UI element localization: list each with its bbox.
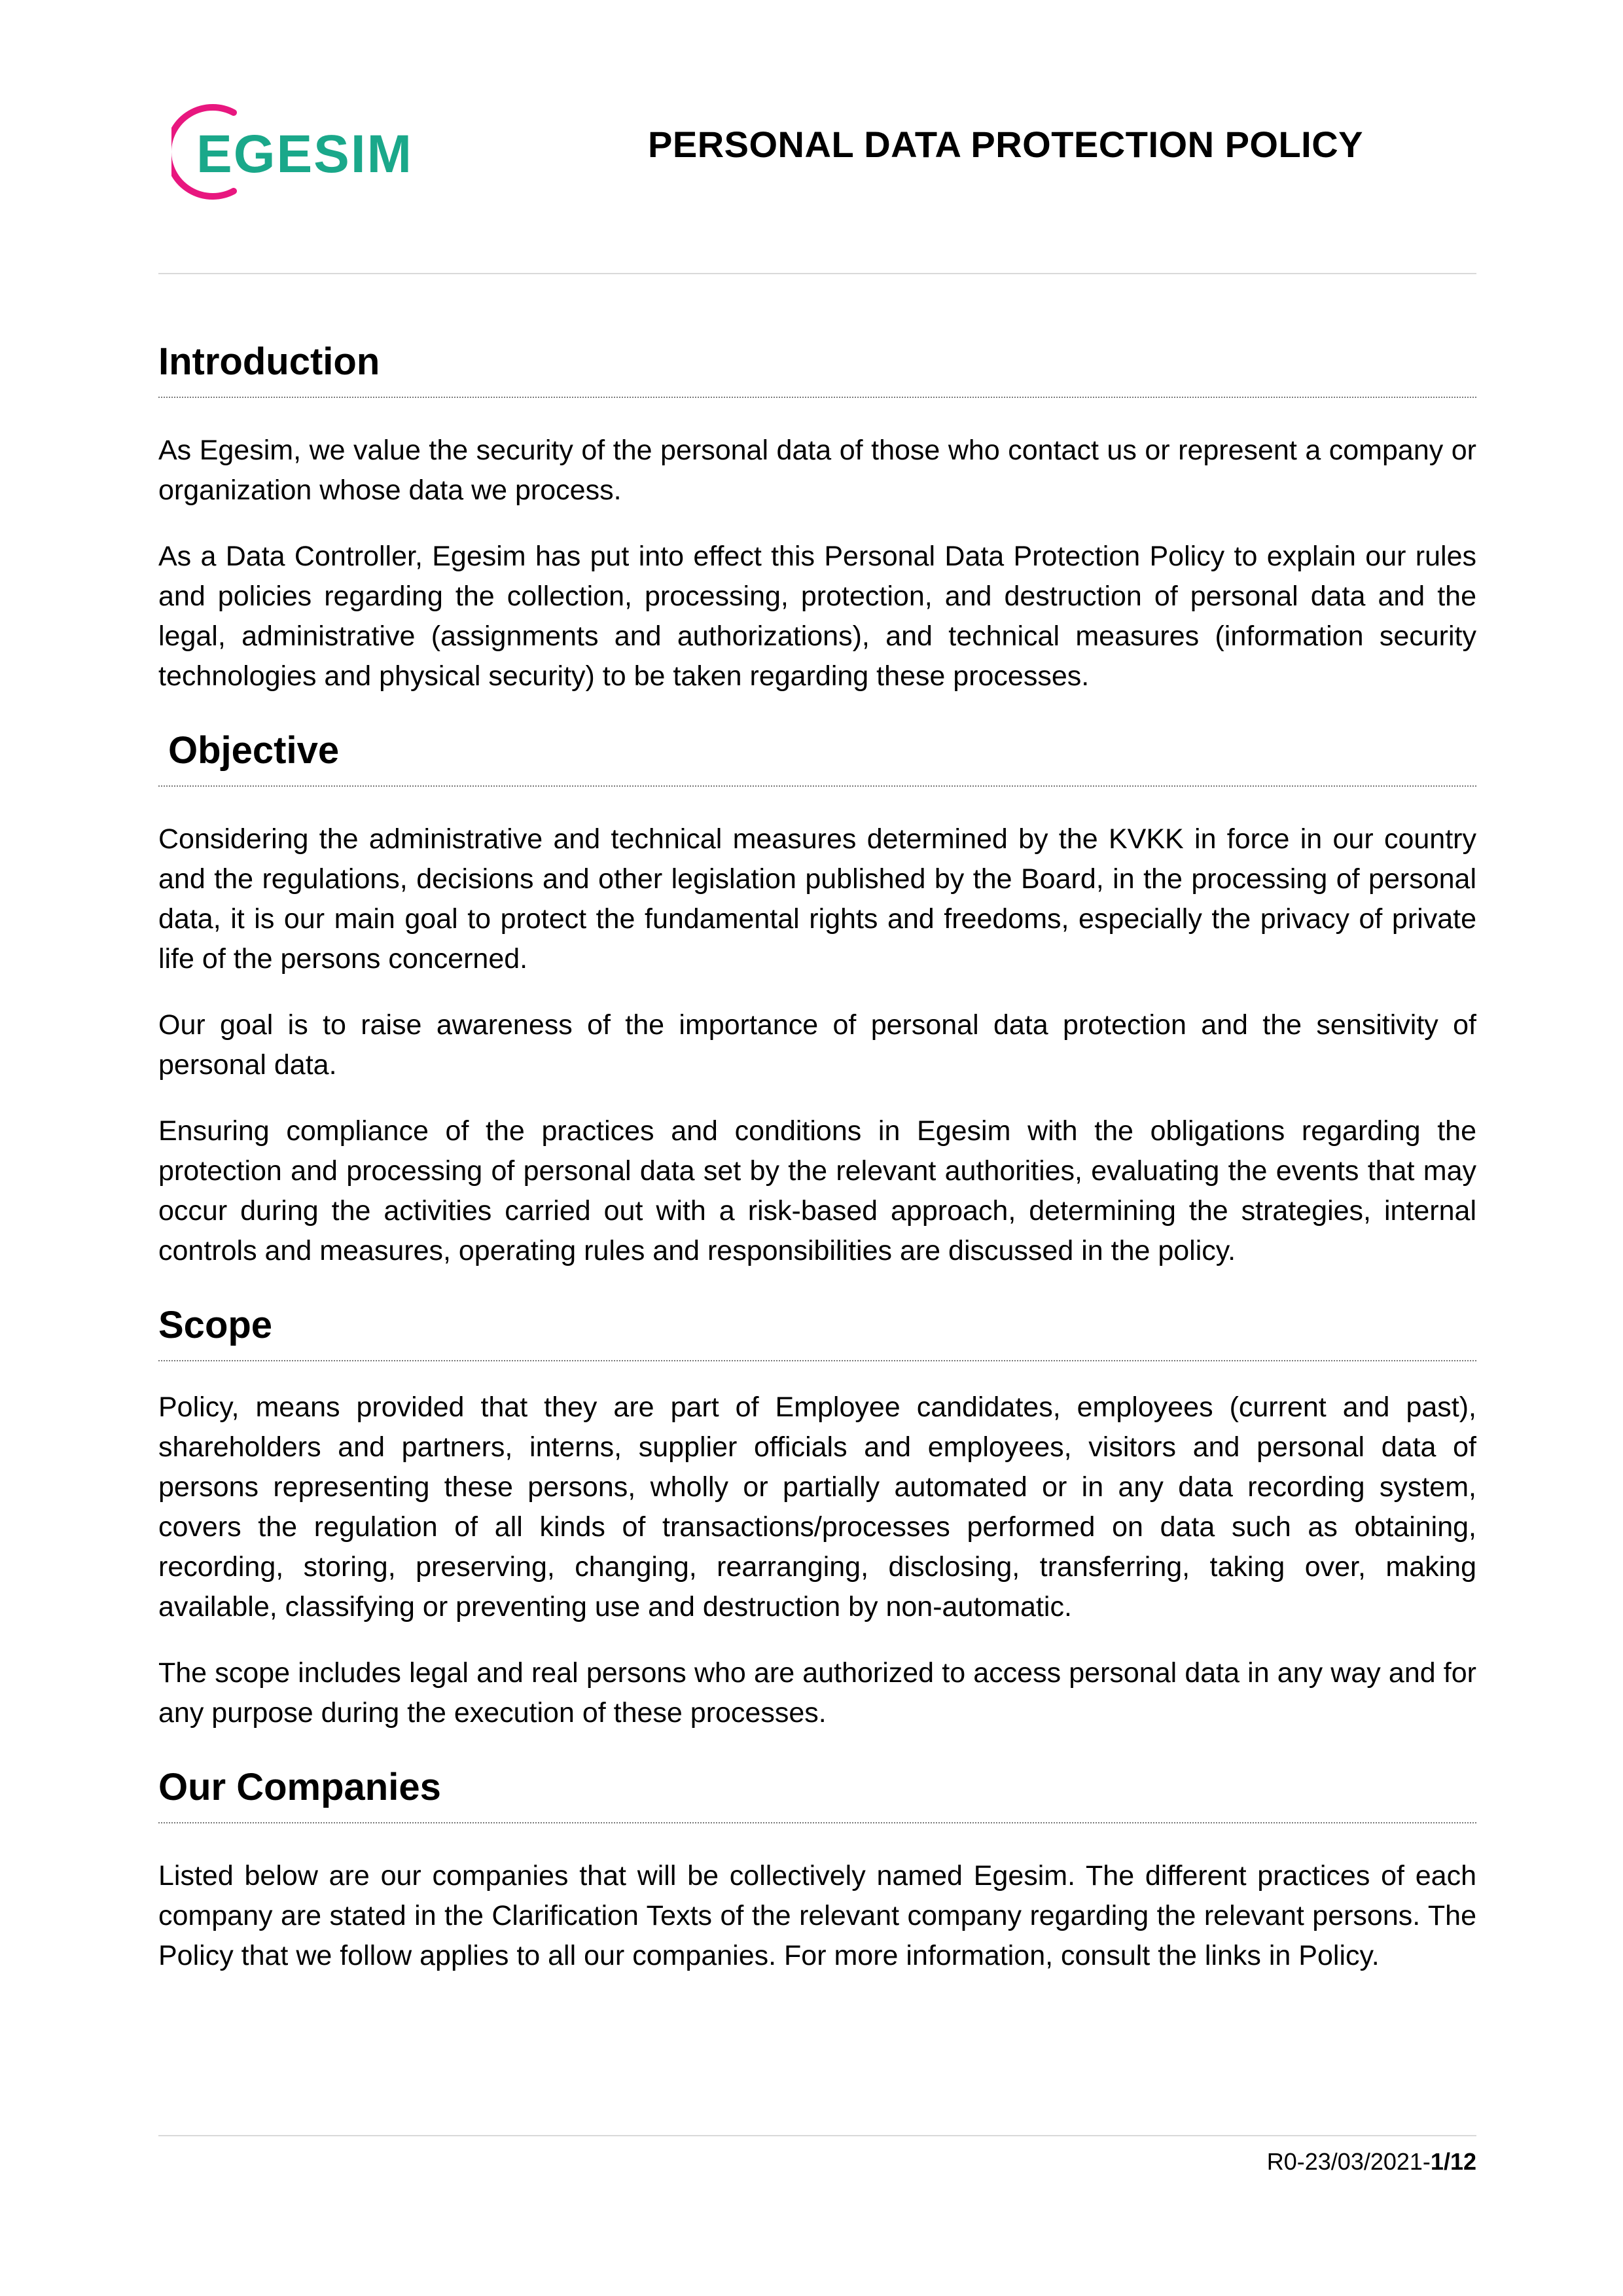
section-title: Our Companies <box>158 1759 1476 1823</box>
document-body <box>158 334 1476 2002</box>
paragraph: Our goal is to raise awareness of the importance of personal data protection and the sensitivity of personal data. <box>158 1009 1476 1081</box>
paragraph: Listed below are our companies that will be collectively named Egesim. The different practices of each company are stated in the Clarification Texts of the relevant company regarding the relevant persons. The Policy that we follow applies to all our companies. For more information, consult the links in Policy. <box>158 1860 1476 1971</box>
section-scope <box>158 1297 1476 1733</box>
page-number: 1/12 <box>1430 2148 1476 2175</box>
footer-reference <box>1267 2148 1476 2176</box>
revision-label: R0-23/03/2021- <box>1266 2148 1431 2175</box>
egesim-logo <box>171 98 446 203</box>
header-divider <box>158 273 1476 274</box>
paragraph: Policy, means provided that they are part of Employee candidates, employees (current and past), shareholders and partners, interns, supplier officials and employees, visitors and personal data of persons representing these persons, wholly or partially automated or in any data recording system, covers the regulation of all kinds of transactions/processes performed on data such as obtaining, recording, storing, preserving, changing, rearranging, disclosing, transferring, taking over, making available, classifying or preventing use and destruction by non-automatic. <box>158 1391 1476 1623</box>
paragraph: The scope includes legal and real persons who are authorized to access personal data in any way and for any purpose during the execution of these processes. <box>158 1657 1476 1729</box>
paragraph: Ensuring compliance of the practices and conditions in Egesim with the obligations regarding the protection and processing of personal data set by the relevant authorities, evaluating the events that may occur during the activities carried out with a risk-based approach, determining the strategies, internal controls and measures, operating rules and responsibilities are discussed in the policy. <box>158 1115 1476 1266</box>
section-title: Objective <box>158 723 1476 787</box>
section-introduction <box>158 334 1476 696</box>
section-title: Introduction <box>158 334 1476 398</box>
logo-graphic <box>171 98 446 203</box>
section-objective <box>158 723 1476 1271</box>
paragraph: As Egesim, we value the security of the personal data of those who contact us or represent a company or organization whose data we process. <box>158 435 1476 506</box>
paragraph: As a Data Controller, Egesim has put into effect this Personal Data Protection Policy to explain our rules and policies regarding the collection, processing, protection, and destruction of personal data and the legal, administrative (assignments and authorizations), and technical measures (information security technologies and physical security) to be taken regarding these processes. <box>158 541 1476 692</box>
paragraph: Considering the administrative and technical measures determined by the KVKK in force in our country and the regulations, decisions and other legislation published by the Board, in the processing of personal data, it is our main goal to protect the fundamental rights and freedoms, especially the privacy of private life of the persons concerned. <box>158 823 1476 975</box>
logo-wordmark: EGESIM <box>196 124 413 184</box>
footer-divider <box>158 2135 1476 2136</box>
document-title: PERSONAL DATA PROTECTION POLICY <box>648 124 1364 165</box>
section-our-companies <box>158 1759 1476 1976</box>
section-title: Scope <box>158 1297 1476 1361</box>
